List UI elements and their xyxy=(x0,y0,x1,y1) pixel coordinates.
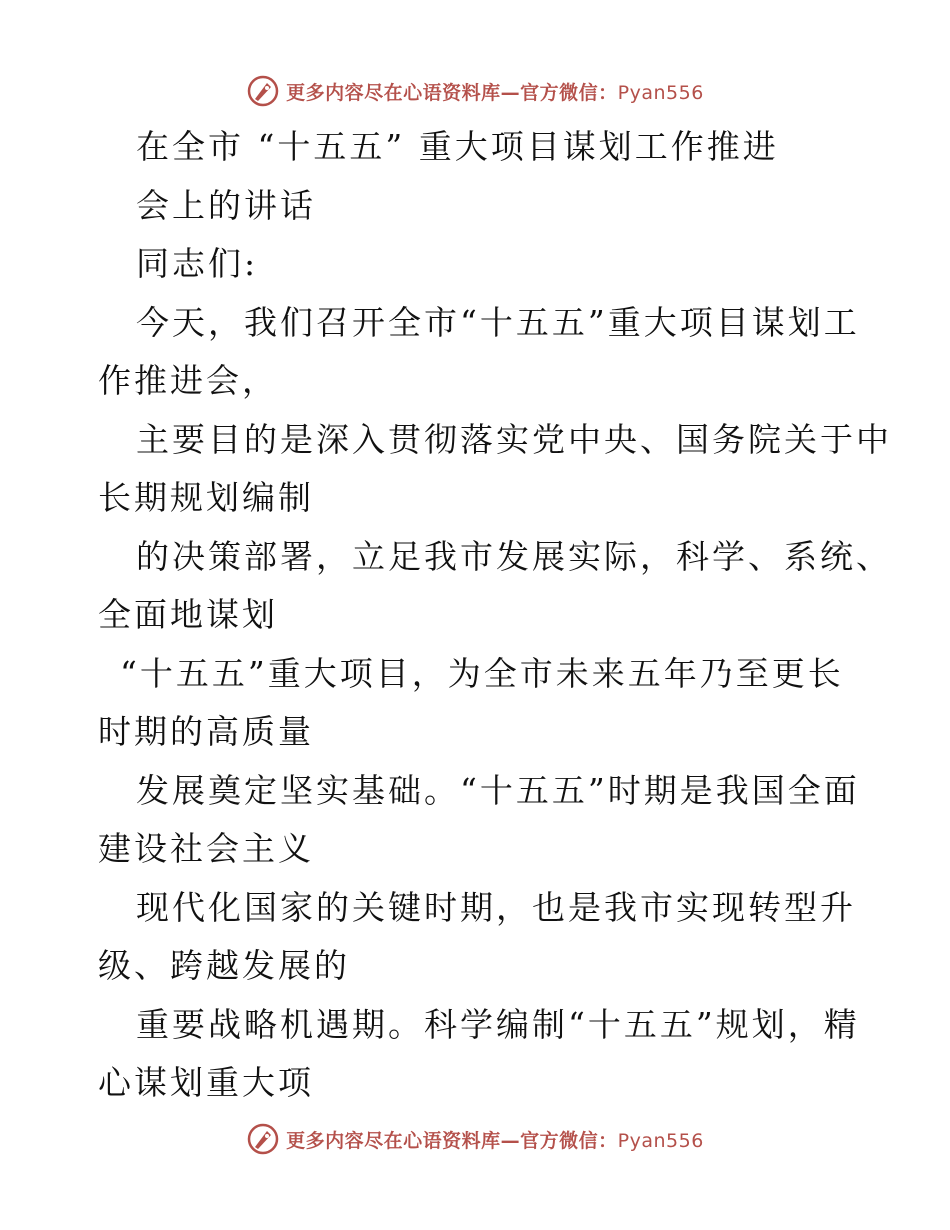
header-watermark-banner xyxy=(0,69,950,113)
paragraph-line: 级、跨越发展的 xyxy=(98,946,350,985)
paragraph-line: 的决策部署，立足我市发展实际，科学、系统、 xyxy=(136,536,892,576)
paragraph-line: 建设社会主义 xyxy=(98,829,314,868)
banner-wechat-id: Pyan556 xyxy=(617,1129,704,1152)
paragraph-line: 重要战略机遇期。科学编制“十五五”规划，精 xyxy=(136,1004,860,1044)
document-body xyxy=(98,118,892,1113)
paragraph-line: “十五五”重大项目，为全市未来五年乃至更长 xyxy=(120,653,844,693)
paragraph-line: 主要目的是深入贯彻落实党中央、国务院关于中 xyxy=(136,419,892,459)
paragraph-line: 今天，我们召开全市“十五五”重大项目谋划工 xyxy=(136,302,860,342)
banner-text: 更多内容尽在心语资料库—官方微信：Pyan556 xyxy=(286,81,704,104)
paragraph-line: 心谋划重大项 xyxy=(98,1063,314,1102)
footer-watermark-banner xyxy=(0,1117,950,1161)
banner-wechat-id: Pyan556 xyxy=(617,81,704,104)
paragraph-line: 作推进会， xyxy=(98,361,278,400)
paragraph-line: 全面地谋划 xyxy=(98,595,278,634)
paragraph-line: 发展奠定坚实基础。“十五五”时期是我国全面 xyxy=(136,770,860,810)
pen-nib-circle-icon xyxy=(246,1122,280,1156)
title-line-1: 在全市 “十五五” 重大项目谋划工作推进 xyxy=(136,127,779,166)
paragraph-line: 长期规划编制 xyxy=(98,478,314,517)
paragraph-line: 现代化国家的关键时期，也是我市实现转型升 xyxy=(136,887,856,927)
banner-text: 更多内容尽在心语资料库—官方微信：Pyan556 xyxy=(286,1129,704,1152)
paragraph-line: 时期的高质量 xyxy=(98,712,314,751)
title-line-2: 会上的讲话 xyxy=(136,185,316,225)
pen-nib-circle-icon xyxy=(246,74,280,108)
salutation: 同志们: xyxy=(136,244,259,283)
